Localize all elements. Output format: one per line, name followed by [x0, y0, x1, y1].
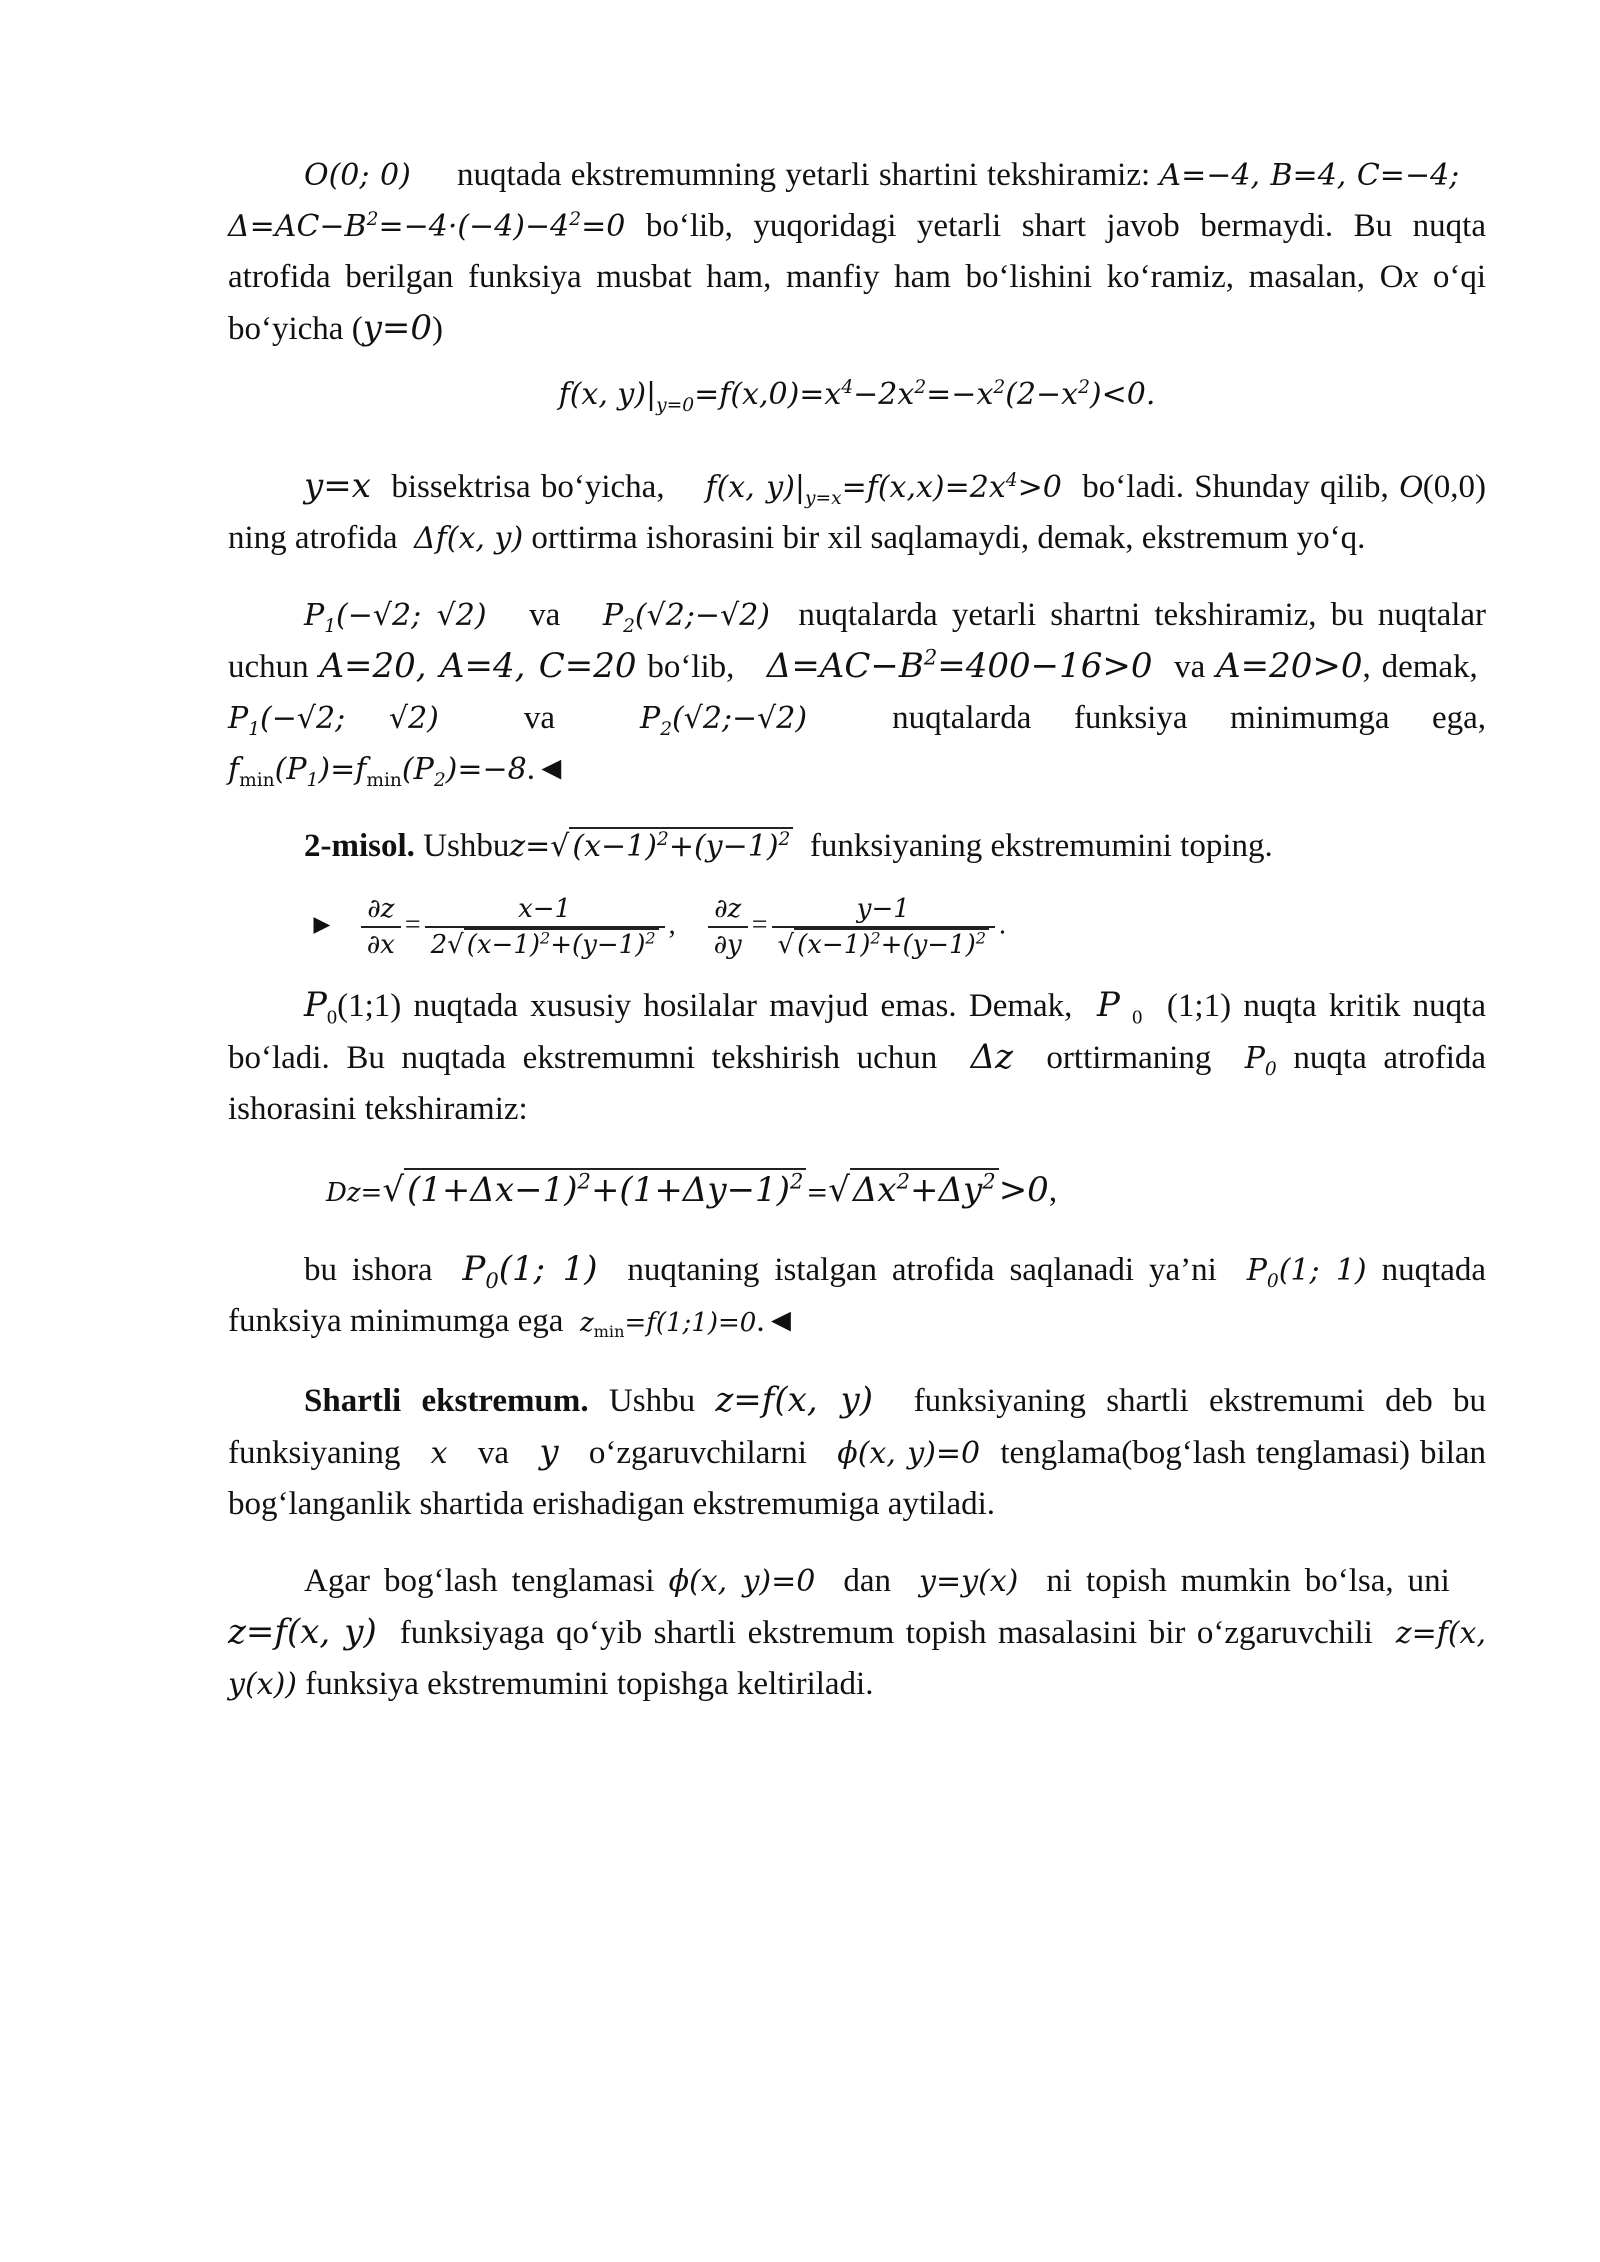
text-segment: funksiya ekstremumini topishga keltiriladi.	[305, 1666, 874, 1702]
display-formula-y0: f(x, $y)|_{y=0}=f(x,0)=x^4-2x^2=-x^2(2-x^2)<0$.	[558, 377, 1156, 416]
text-segment: (1;1) nuqtada xususiy hosilalar mavjud emas. Demak,	[337, 988, 1073, 1024]
formula-point-p1: $P_1(-√2$; √2)	[304, 598, 487, 637]
formula-point-p0: P	[1096, 985, 1120, 1025]
fraction-dzdx-value: $\frac{x-1}{2√ (x-1)^2+(y-1)^2}$	[425, 892, 665, 962]
text-segment: va	[477, 1435, 510, 1471]
paragraph-origin-check: O(0; 0) nuqtada ekstremumning yetarli shartini tekshiramiz: A=−4, B=4, C=−4; $\Delta=AC-B^2=-4\cdot(-4)-4^2=0$ bo‘lib, yuqoridagi yetarli shart javob bermaydi. Bu nuqta atrofida berilgan funksiya musbat ham, manfiy ham bo‘lishini ko‘ramiz, masalan, Ox o‘qi bo‘yicha (y=0)	[228, 157, 1487, 348]
text-segment: ni topish mumkin bo‘lsa, uni	[1046, 1563, 1450, 1599]
text-segment: Ushbu	[414, 828, 510, 864]
text-segment: funksiyaning shartli ekstremumi deb bu funksiyaning	[228, 1383, 1487, 1471]
formula-f-yx: f(x, $y)|_{y=x}=f(x,x)=2x^4>0$	[705, 470, 1062, 509]
formula-var-x: x	[430, 1436, 448, 1471]
paragraph-reduction	[228, 1556, 1486, 1710]
text-segment: bo‘lib,	[647, 649, 735, 685]
formula-z-f: z=f(x, y)	[715, 1380, 873, 1420]
text-segment: dan	[843, 1563, 892, 1599]
text-segment: Agar bog‘lash tenglamasi	[304, 1563, 655, 1599]
formula-y-of-x: y=y(x)	[919, 1564, 1019, 1599]
fraction-dz-dx: $\frac{\partial z}{\partial x}$	[361, 892, 401, 962]
paragraph-critical-point: $P_0(1;1)$ nuqtada xususiy hosilalar mavjud emas. Demak, P $_0$ (1;1) nuqta kritik nuqta bo‘ladi. Bu nuqtada ekstremumni tekshirish uchun Δz orttirmaning $P_0$ nuqta atrofida ishorasini tekshiramiz:	[228, 985, 1487, 1127]
end-proof-icon: ◄	[764, 1303, 798, 1339]
text-segment: bu ishora	[304, 1252, 433, 1288]
paragraph-example-2	[228, 821, 1486, 872]
formula-fmin: $f_{min}(P_1)=f_{min}(P_2)=-8$	[228, 752, 527, 791]
formula-abc-values: A=−4, B=4, C=−4;	[1159, 158, 1460, 193]
partial-derivatives-row: ► $\frac{\partial z}{\partial x}$ = $\frac{x-1}{2√ (x-1)^2+(y-1)^2}$ , $\frac{\partial z}{\partial y}$ = $\frac{y-1}{√ (x-1)^2+(y-1)^2}$ .	[308, 894, 1006, 960]
formula-delta-f: Δf(x, y)	[414, 521, 524, 556]
paragraph-p1-p2: $P_1(-√2$; √2) va $P_2(√2;-√2)$ nuqtalarda yetarli shartni tekshiramiz, bu nuqtalar uchun A=20, A=4, C=20 bo‘lib, $\Delta=AC-B^2=400-16>0$ va A=20>0, demak, $P_1(-√2$; √2) va $P_2(√2;-√2)$ nuqtalarda funksiya minimumga ega, $f_{min}(P_1)=f_{min}(P_2)=-8.◄$	[228, 597, 1487, 791]
paragraph-bisector: y=x bissektrisa bo‘yicha, f(x, $y)|_{y=x}=f(x,x)=2x^4>0$ bo‘ladi. Shunday qilib, O(0,0) ning atrofida Δf(x, y) orttirma ishorasini bir xil saqlamaydi, demak, ekstremum yo‘q.	[228, 466, 1487, 556]
text-segment: funksiyaning ekstremumini toping.	[809, 828, 1273, 864]
text-segment: nuqtaning istalgan atrofida saqlanadi ya’ni	[627, 1252, 1217, 1288]
paragraph-sign-kept: bu ishora $P_0(1$; 1) nuqtaning istalgan atrofida saqlanadi ya’ni $P_0(1$; 1) nuqtada funksiya minimumga ega $z_{min}=f(1;1)=0.◄$	[228, 1249, 1487, 1342]
fraction-dzdy-value: $\frac{y-1}{√ (x-1)^2+(y-1)^2}$	[772, 892, 995, 962]
text-segment: nuqta atrofida ishorasini tekshiramiz:	[228, 1040, 1487, 1127]
formula-point-o: O(0; 0)	[304, 158, 411, 193]
text-segment: , demak,	[1362, 649, 1478, 685]
paragraph-conditional-extremum	[228, 1375, 1486, 1530]
text-segment: bo‘lib, yuqoridagi yetarli shart javob bermaydi. Bu nuqta atrofida berilgan funksiya musbat ham, manfiy ham bo‘lishini ko‘ramiz, masalan, O	[228, 208, 1487, 295]
formula-zmin: $z_{min}=f(1;1)=0$	[579, 1308, 757, 1342]
formula-z-f: z=f(x, y)	[228, 1612, 377, 1652]
formula-y-zero: y=0	[362, 308, 433, 348]
text-segment: orttirmaning	[1046, 1040, 1212, 1076]
fraction-dz-dy: $\frac{\partial z}{\partial y}$	[708, 892, 748, 962]
text-segment: tenglama(bog‘lash tenglamasi) bilan bog‘langanlik shartida erishadigan ekstremumiga aytiladi.	[228, 1435, 1487, 1522]
formula-point-p2: $P_2(√2;-√2)$	[602, 598, 770, 637]
text-segment: bo‘ladi. Shunday qilib,	[1082, 469, 1389, 505]
text-segment: bissektrisa bo‘yicha,	[391, 469, 665, 505]
text-segment: Ushbu	[588, 1383, 696, 1419]
text-segment: nuqtada funksiya minimumga ega	[228, 1252, 1487, 1339]
formula-point-p0: $P_0(1$; 1)	[1246, 1253, 1367, 1292]
formula-point-p2: $P_2(√2;-√2)$	[640, 701, 808, 740]
text-segment: o‘zgaruvchilarni	[588, 1435, 807, 1471]
text-segment: nuqtalarda yetarli shartni tekshiramiz, bu nuqtalar uchun	[228, 597, 1487, 685]
text-segment: va	[523, 700, 556, 736]
formula-point-p1: $P_1(-√2$; √2)	[228, 701, 439, 740]
document-page	[228, 150, 1486, 1710]
formula-phi: ϕ(x, y)=0	[837, 1436, 981, 1471]
formula-delta-z: Δz	[970, 1037, 1014, 1077]
text-segment: o‘qi bo‘yicha (	[228, 259, 1486, 347]
formula-delta-p: $\Delta=AC-B^2=400-16>0$	[766, 644, 1153, 686]
formula-point-p0: $P_0(1$; 1)	[462, 1249, 598, 1293]
formula-a-positive: A=20>0	[1216, 646, 1363, 686]
formula-delta: $\Delta=AC-B^2=-4\cdot(-4)-4^2=0$	[228, 209, 626, 244]
example-label: 2-misol.	[304, 828, 415, 864]
formula-phi: ϕ(x, y)=0	[668, 1564, 816, 1599]
formula-z-sqrt: z=√ $(x-1)^2+(y-1)^2$	[509, 827, 793, 864]
formula-var-y: y	[539, 1432, 559, 1472]
text-segment: va	[529, 597, 561, 633]
text-segment: orttirma ishorasini bir xil saqlamaydi, demak, ekstremum yo‘q.	[531, 520, 1366, 556]
section-label: Shartli ekstremum.	[304, 1383, 589, 1419]
formula-point-p0: $P_0$	[1244, 1041, 1277, 1080]
text-segment: (1;1) nuqta kritik nuqta bo‘ladi. Bu nuqtada ekstremumni tekshirish uchun	[228, 988, 1486, 1076]
text-segment: nuqtalarda funksiya minimumga ega,	[892, 700, 1486, 736]
formula-point-p0: P	[304, 985, 327, 1025]
end-proof-icon: ◄	[534, 751, 568, 787]
display-formula-dz: $Dz=√(1+\Delta x-1)^2+(1+\Delta y-1)^2 =√\Delta x^2+\Delta y^2>0$,	[326, 1168, 1058, 1210]
text-segment: nuqtada ekstremumning yetarli shartini tekshiramiz:	[457, 157, 1151, 193]
formula-abc-p: A=20, A=4, C=20	[319, 646, 637, 686]
text-segment: (0,0) ning atrofida	[228, 469, 1487, 556]
text-segment: va	[1174, 649, 1206, 685]
text-segment: funksiyaga qo‘yib shartli ekstremum topish masalasini bir o‘zgaruvchili	[399, 1615, 1373, 1651]
start-proof-icon: ►	[308, 909, 336, 941]
formula-y-eq-x: y=x	[304, 466, 371, 506]
formula-z-f-yx: z=f(x, y(x))	[228, 1616, 1487, 1702]
